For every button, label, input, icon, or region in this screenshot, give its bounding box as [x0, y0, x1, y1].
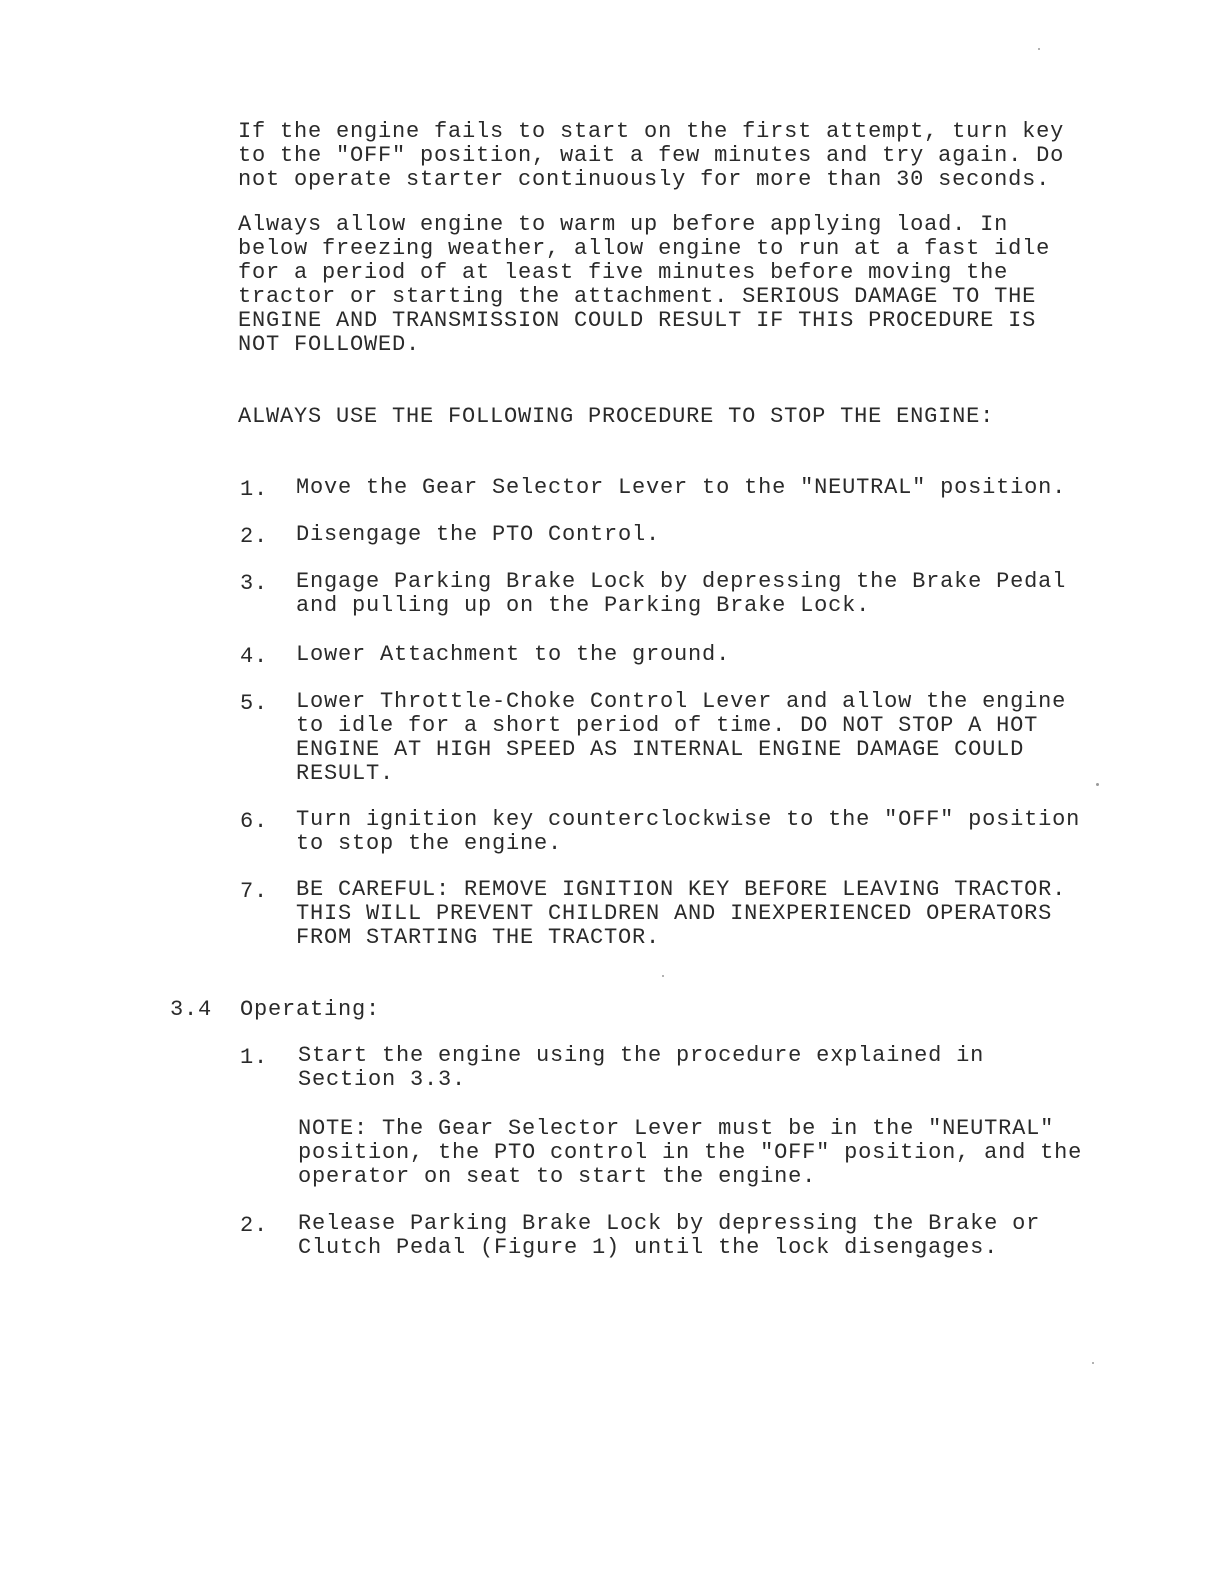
- scan-speck: [1092, 1362, 1094, 1364]
- list-item-text: Lower Attachment to the ground.: [296, 642, 731, 667]
- list-item-text: Release Parking Brake Lock by depressing the Brake or Clutch Pedal (Figure 1) until the lock disengages.: [298, 1211, 1041, 1260]
- list-item-text: BE CAREFUL: REMOVE IGNITION KEY BEFORE LEAVING TRACTOR. THIS WILL PREVENT CHILDREN AND INEXPERIENCED OPERATORS FROM STARTING THE TRACTOR.: [296, 877, 1067, 950]
- intro-paragraph-2: Always allow engine to warm up before applying load. In below freezing weather, allow engine to run at a fast idle for a period of at least five minutes before moving the tractor or starting the attachment. SERIOUS DAMAGE TO THE ENGINE AND TRANSMISSION COULD RESULT IF THIS PROCEDURE IS NOT FOLLOWED.: [238, 212, 1051, 357]
- scan-speck: [662, 975, 664, 977]
- scan-speck: [1096, 783, 1099, 786]
- list-item-number: 2.: [240, 524, 269, 549]
- operating-note: NOTE: The Gear Selector Lever must be in the "NEUTRAL" position, the PTO control in the "OFF" position, and the operator on seat to start the engine.: [298, 1116, 1083, 1189]
- list-item-text: Engage Parking Brake Lock by depressing the Brake Pedal and pulling up on the Parking Brake Lock.: [296, 569, 1067, 618]
- scan-speck: [1038, 48, 1040, 50]
- list-item-number: 2.: [240, 1213, 269, 1238]
- list-item-number: 4.: [240, 644, 269, 669]
- list-item-number: 7.: [240, 879, 269, 904]
- list-item-number: 1.: [240, 1045, 269, 1070]
- section-title: Operating:: [240, 997, 381, 1022]
- list-item-number: 5.: [240, 691, 269, 716]
- list-item-text: Lower Throttle-Choke Control Lever and allow the engine to idle for a short period of time. DO NOT STOP A HOT ENGINE AT HIGH SPEED AS INTERNAL ENGINE DAMAGE COULD RESULT.: [296, 689, 1067, 786]
- list-item-number: 6.: [240, 809, 269, 834]
- list-item-text: Start the engine using the procedure explained in Section 3.3.: [298, 1043, 985, 1092]
- stop-procedure-heading: ALWAYS USE THE FOLLOWING PROCEDURE TO STOP THE ENGINE:: [238, 404, 995, 429]
- section-number: 3.4: [170, 997, 213, 1022]
- intro-paragraph-1: If the engine fails to start on the first attempt, turn key to the "OFF" position, wait a few minutes and try again. Do not operate starter continuously for more than 30 seconds.: [238, 119, 1065, 192]
- list-item-text: Disengage the PTO Control.: [296, 522, 661, 547]
- list-item-number: 3.: [240, 571, 269, 596]
- list-item-text: Move the Gear Selector Lever to the "NEUTRAL" position.: [296, 475, 1067, 500]
- list-item-number: 1.: [240, 477, 269, 502]
- list-item-text: Turn ignition key counterclockwise to the "OFF" position to stop the engine.: [296, 807, 1081, 856]
